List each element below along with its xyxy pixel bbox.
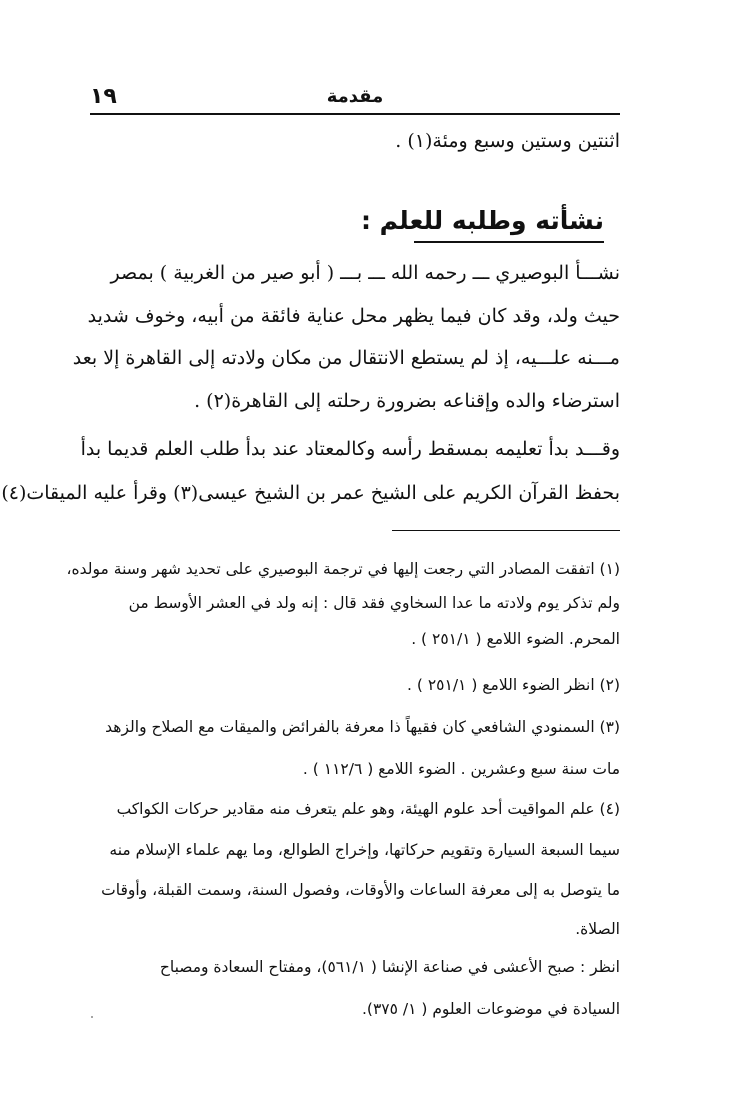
scan-speck (91, 1016, 93, 1018)
page-number: ١٩ (90, 84, 117, 109)
footnote-line: ولم تذكر يوم ولادته ما عدا السخاوي فقد قال : إنه ولد في العشر الأوسط من (128, 594, 620, 612)
header-rule (90, 113, 620, 115)
text-line: وقـــد بدأ تعليمه بمسقط رأسه وكالمعتاد عند بدأ طلب العلم قديما بدأ (80, 438, 620, 460)
text-line: اثنتين وستين وسبع ومئة(١) . (395, 130, 620, 152)
footnote-line: المحرم. الضوء اللامع ( ٢٥١/١ ) . (411, 630, 620, 648)
footnote-line: (٢) انظر الضوء اللامع ( ٢٥١/١ ) . (407, 676, 620, 694)
footnote-line: ما يتوصل به إلى معرفة الساعات والأوقات، وفصول السنة، وسمت القبلة، وأوقات (101, 881, 620, 899)
text-line: استرضاء والده وإقناعه بضرورة رحلته إلى القاهرة(٢) . (194, 390, 620, 412)
footnote-line: (٤) علم المواقيت أحد علوم الهيئة، وهو علم يتعرف منه مقادير حركات الكواكب (116, 800, 620, 818)
footnote-line: انظر : صبح الأعشى في صناعة الإنشا ( ٥٦١/١)، ومفتاح السعادة ومصباح (159, 958, 620, 976)
text-line: مـــنه علـــيه، إذ لم يستطع الانتقال من مكان ولادته إلى القاهرة إلا بعد (72, 347, 620, 369)
text-line: بحفظ القرآن الكريم على الشيخ عمر بن الشيخ عيسى(٣) وقرأ عليه الميقات(٤) (1, 482, 620, 504)
footnote-line: مات سنة سبع وعشرين . الضوء اللامع ( ١١٢/٦ ) . (302, 760, 620, 778)
heading-underline (414, 241, 604, 243)
text-line: نشـــأ البوصيري ـــ رحمه الله ـــ بـــ ( أبو صير من الغربية ) بمصر (110, 262, 620, 284)
footnote-line: السيادة في موضوعات العلوم ( ١/ ٣٧٥). (361, 1000, 620, 1018)
section-heading: نشأته وطلبه للعلم : (360, 206, 604, 235)
footnote-line: (٣) السمنودي الشافعي كان فقيهاً ذا معرفة بالفرائض والميقات مع الصلاح والزهد (105, 718, 620, 736)
footnote-line: سيما السبعة السيارة وتقويم حركاتها، وإخراج الطوالع، وما يهم علماء الإسلام منه (109, 841, 620, 859)
running-title: مقدمة (326, 86, 384, 107)
footnote-line: الصلاة. (575, 920, 620, 938)
footnote-separator (392, 530, 620, 531)
footnote-line: (١) اتفقت المصادر التي رجعت إليها في ترجمة البوصيري على تحديد شهر وسنة مولده، (66, 560, 620, 578)
text-line: حيث ولد، وقد كان فيما يظهر محل عناية فائقة من أبيه، وخوف شديد (87, 305, 620, 327)
page-header (90, 84, 620, 112)
